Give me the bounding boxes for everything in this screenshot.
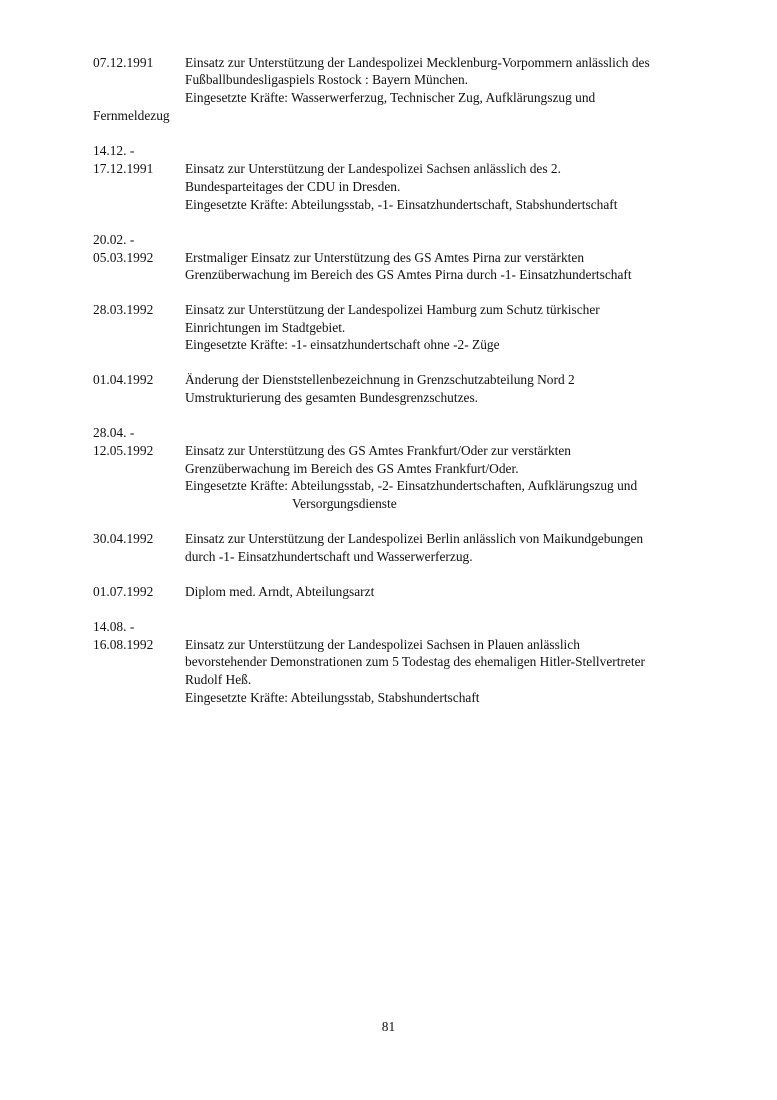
entry-date: 28.04. - <box>93 425 135 440</box>
entry-text: Einsatz zur Unterstützung des GS Amtes Frankfurt/Oder zur verstärkten <box>185 443 571 458</box>
entry-date: 30.04.1992 <box>93 531 154 546</box>
entry-text: Bundesparteitages der CDU in Dresden. <box>185 179 401 194</box>
entry-text: Einsatz zur Unterstützung der Landespolizei Berlin anlässlich von Maikundgebungen <box>185 531 644 546</box>
page-number: 81 <box>381 1019 396 1034</box>
entry-text: Diplom med. Arndt, Abteilungsarzt <box>185 584 375 599</box>
entry-text: Eingesetzte Kräfte: Abteilungsstab, Stabshundertschaft <box>185 690 480 705</box>
entry-text: Einsatz zur Unterstützung der Landespolizei Sachsen in Plauen anlässlich <box>185 637 580 652</box>
entry-text: Einrichtungen im Stadtgebiet. <box>185 320 346 335</box>
entry-date: 14.08. - <box>93 619 135 634</box>
entry-date: 20.02. - <box>93 232 135 247</box>
entry-date: 05.03.1992 <box>93 250 154 265</box>
entry-text: Fernmeldezug <box>93 108 170 123</box>
entry-text: Einsatz zur Unterstützung der Landespolizei Sachsen anlässlich des 2. <box>185 161 561 176</box>
entry-text: Eingesetzte Kräfte: Abteilungsstab, -1- Einsatzhundertschaft, Stabshundertschaft <box>185 197 618 212</box>
entry-date: 14.12. - <box>93 143 135 158</box>
entry-text: Eingesetzte Kräfte: Abteilungsstab, -2- Einsatzhundertschaften, Aufklärungszug und <box>185 478 638 493</box>
entry-text: Umstrukturierung des gesamten Bundesgrenzschutzes. <box>185 390 479 405</box>
entry-text: Änderung der Dienststellenbezeichnung in Grenzschutzabteilung Nord 2 <box>185 372 575 387</box>
entry-text: Erstmaliger Einsatz zur Unterstützung des GS Amtes Pirna zur verstärkten <box>185 250 585 265</box>
entry-date: 01.07.1992 <box>93 584 154 599</box>
entry-text: Grenzüberwachung im Bereich des GS Amtes Frankfurt/Oder. <box>185 461 519 476</box>
entry-text: Versorgungsdienste <box>292 496 397 511</box>
entry-text: Einsatz zur Unterstützung der Landespolizei Hamburg zum Schutz türkischer <box>185 302 600 317</box>
entry-date: 12.05.1992 <box>93 443 154 458</box>
entry-text: Grenzüberwachung im Bereich des GS Amtes Pirna durch -1- Einsatzhundertschaft <box>185 267 632 282</box>
entry-text: Eingesetzte Kräfte: Wasserwerferzug, Technischer Zug, Aufklärungszug und <box>185 90 596 105</box>
entry-text: bevorstehender Demonstrationen zum 5 Todestag des ehemaligen Hitler-Stellvertreter <box>185 654 645 669</box>
entry-date: 07.12.1991 <box>93 55 154 70</box>
entry-date: 28.03.1992 <box>93 302 154 317</box>
entry-date: 01.04.1992 <box>93 372 154 387</box>
entry-text: Eingesetzte Kräfte: -1- einsatzhundertschaft ohne -2- Züge <box>185 337 500 352</box>
entry-text: Fußballbundesligaspiels Rostock : Bayern München. <box>185 72 469 87</box>
entry-date: 16.08.1992 <box>93 637 154 652</box>
entry-text: durch -1- Einsatzhundertschaft und Wasserwerferzug. <box>185 549 473 564</box>
entry-text: Rudolf Heß. <box>185 672 252 687</box>
entry-date: 17.12.1991 <box>93 161 154 176</box>
entry-text: Einsatz zur Unterstützung der Landespolizei Mecklenburg-Vorpommern anlässlich des <box>185 55 650 70</box>
